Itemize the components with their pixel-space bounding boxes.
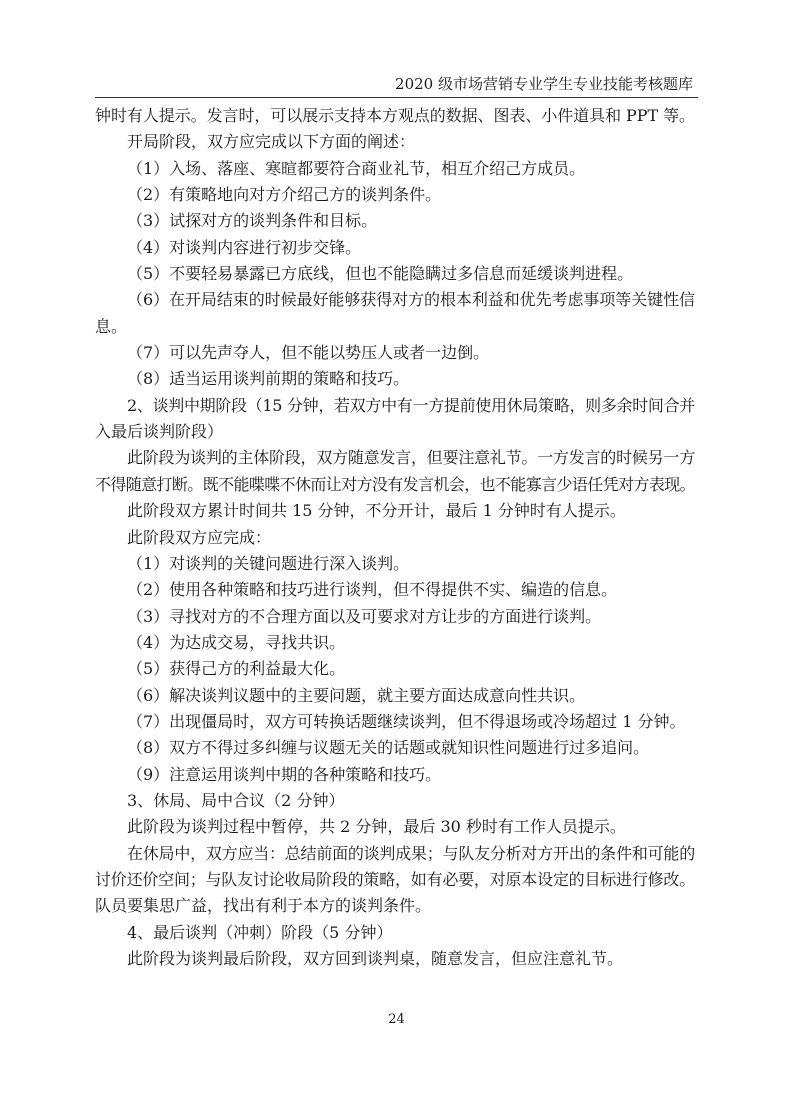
paragraph-line: （4）为达成交易，寻找共识。 <box>127 632 346 652</box>
paragraph-line: 开局阶段，双方应完成以下方面的阐述： <box>127 132 416 152</box>
paragraph-line: （1）对谈判的关键问题进行深入谈判。 <box>127 553 410 573</box>
paragraph-line: （1）入场、落座、寒暄都要符合商业礼节，相互介绍己方成员。 <box>127 158 586 178</box>
paragraph-line: 此阶段为谈判的主体阶段，双方随意发言，但要注意礼节。一方发言的时候另一方 <box>127 448 695 468</box>
paragraph-line: 此阶段为谈判过程中暂停，共 2 分钟，最后 30 秒时有工作人员提示。 <box>127 817 626 837</box>
paragraph-line: （7）出现僵局时，双方可转换话题继续谈判，但不得退场或冷场超过 1 分钟。 <box>127 711 686 731</box>
paragraph-line: 此阶段双方应完成： <box>127 527 272 547</box>
paragraph-line: （6）在开局结束的时候最好能够获得对方的根本利益和优先考虑事项等关键性信 <box>127 290 695 310</box>
paragraph-line: 在休局中，双方应当：总结前面的谈判成果；与队友分析对方开出的条件和可能的 <box>127 843 695 863</box>
paragraph-line: （2）使用各种策略和技巧进行谈判，但不得提供不实、编造的信息。 <box>127 580 618 600</box>
paragraph-line: 此阶段双方累计时间共 15 分钟，不分开计，最后 1 分钟时有人提示。 <box>127 501 626 521</box>
paragraph-line: （8）适当运用谈判前期的策略和技巧。 <box>127 369 410 389</box>
header-rule <box>95 97 698 98</box>
paragraph-line: 不得随意打断。既不能喋喋不休而让对方没有发言机会，也不能寡言少语任凭对方表现。 <box>95 474 695 494</box>
paragraph-line: 钟时有人提示。发言时，可以展示支持本方观点的数据、图表、小件道具和 PPT 等。 <box>95 106 695 125</box>
paragraph-line: （8）双方不得过多纠缠与议题无关的话题或就知识性问题进行过多追问。 <box>127 738 650 758</box>
paragraph-line: （9）注意运用谈判中期的各种策略和技巧。 <box>127 764 442 784</box>
paragraph-line: （6）解决谈判议题中的主要问题，就主要方面达成意向性共识。 <box>127 685 586 705</box>
paragraph-line: （3）试探对方的谈判条件和目标。 <box>127 211 378 231</box>
paragraph-line: 4、最后谈判（冲刺）阶段（5 分钟） <box>127 922 393 942</box>
paragraph-line: （7）可以先声夺人，但不能以势压人或者一边倒。 <box>127 343 490 363</box>
page-header: 2020 级市场营销专业学生专业技能考核题库 <box>395 75 693 93</box>
paragraph-line: （5）不要轻易暴露已方底线，但也不能隐瞒过多信息而延缓谈判进程。 <box>127 264 634 284</box>
paragraph-line: （2）有策略地向对方介绍己方的谈判条件。 <box>127 185 442 205</box>
page-number: 24 <box>388 1012 405 1027</box>
paragraph-line: 此阶段为谈判最后阶段，双方回到谈判桌，随意发言，但应注意礼节。 <box>127 949 624 968</box>
paragraph-line: 3、休局、局中合议（2 分钟） <box>127 790 345 810</box>
paragraph-line: （4）对谈判内容进行初步交锋。 <box>127 237 362 257</box>
paragraph-line: 入最后谈判阶段） <box>95 422 224 442</box>
paragraph-line: （3）寻找对方的不合理方面以及可要求对方让步的方面进行谈判。 <box>127 606 602 626</box>
paragraph-line: 2、谈判中期阶段（15 分钟，若双方中有一方提前使用休局策略，则多余时间合并 <box>127 395 695 415</box>
paragraph-line: 队员要集思广益，找出有利于本方的谈判条件。 <box>95 896 432 916</box>
paragraph-line: 息。 <box>95 316 128 336</box>
paragraph-line: 讨价还价空间；与队友讨论收局阶段的策略，如有必要，对原本设定的目标进行修改。 <box>95 869 695 889</box>
document-body <box>95 103 695 972</box>
paragraph-line: （5）获得己方的利益最大化。 <box>127 659 346 679</box>
